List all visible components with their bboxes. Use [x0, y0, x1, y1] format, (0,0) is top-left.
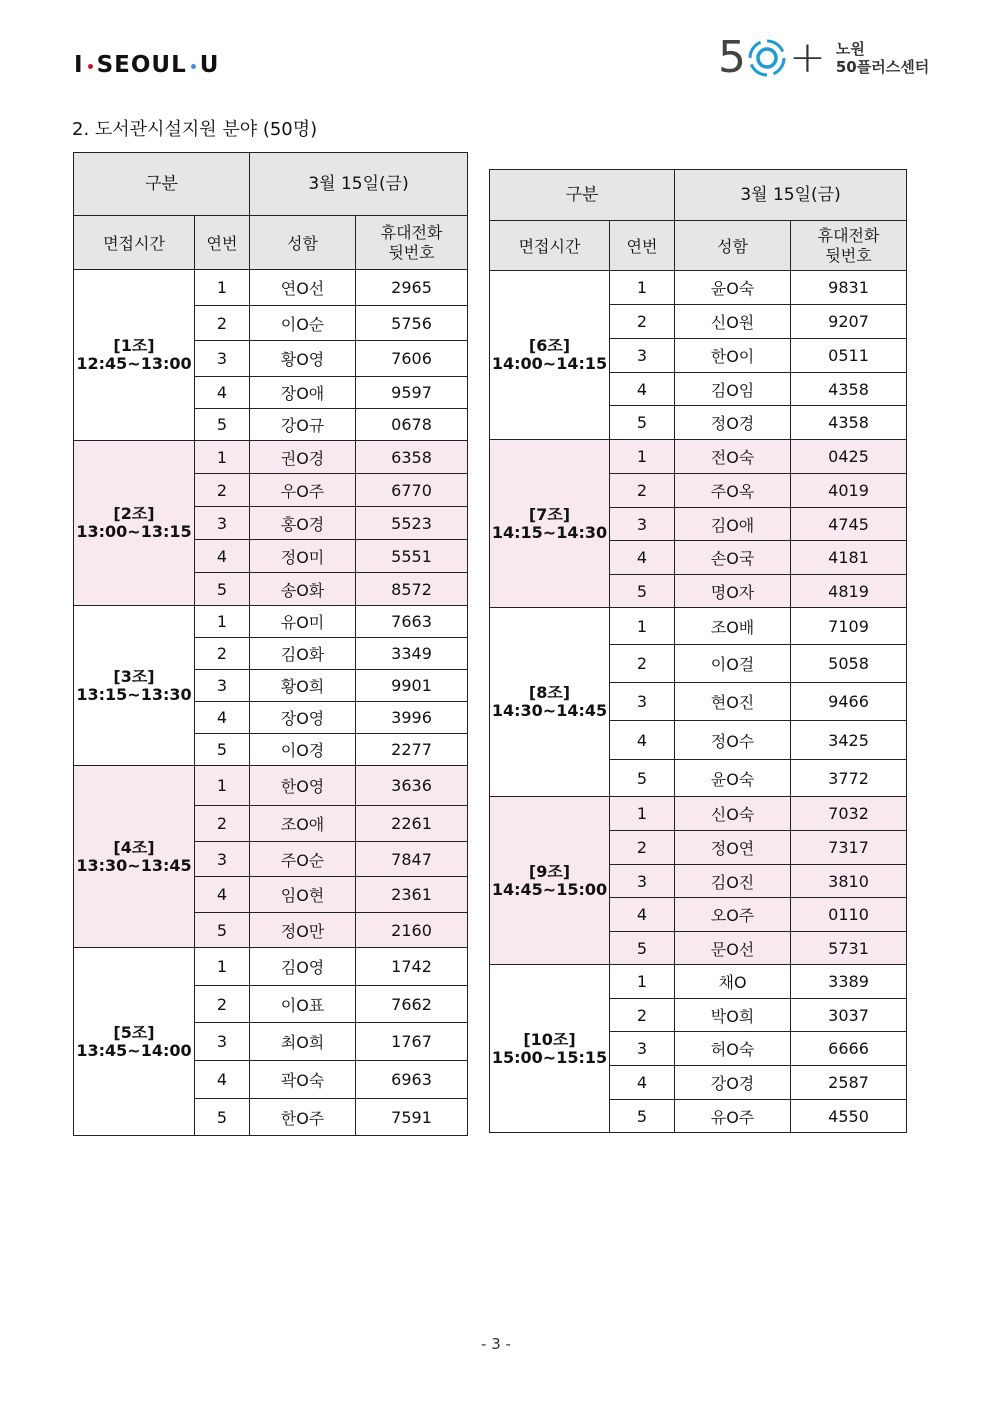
phone-last-digits: 7663: [356, 606, 468, 638]
table-row: [74, 270, 468, 306]
schedule-table-left: [73, 152, 468, 1136]
applicant-name: 박O희: [675, 999, 791, 1032]
applicant-name: 김O진: [675, 865, 791, 898]
right-table-body: [490, 271, 907, 1133]
phone-last-digits: 2160: [356, 913, 468, 948]
row-number: 4: [610, 1066, 675, 1100]
phone-last-digits: 5551: [356, 540, 468, 573]
row-number: 1: [610, 271, 675, 305]
row-number: 5: [610, 932, 675, 965]
header-phone-line1: 휴대전화: [817, 225, 880, 245]
table-row: [490, 608, 907, 645]
group-label: [8조]: [528, 683, 571, 702]
table-row: [490, 965, 907, 999]
phone-last-digits: 4550: [791, 1100, 907, 1133]
row-number: 5: [610, 575, 675, 608]
row-number: 5: [195, 913, 250, 948]
phone-last-digits: 9901: [356, 670, 468, 702]
phone-last-digits: 7109: [791, 608, 907, 645]
applicant-name: 홍O경: [250, 507, 356, 540]
row-number: 5: [195, 409, 250, 441]
row-number: 3: [195, 341, 250, 377]
schedule-table-right: [489, 169, 907, 1133]
applicant-name: 강O규: [250, 409, 356, 441]
group-label: [1조]: [113, 336, 155, 355]
applicant-name: 황O영: [250, 341, 356, 377]
group-time: 12:45~13:00: [76, 354, 192, 373]
applicant-name: 이O순: [250, 306, 356, 341]
header-phone-line2: 뒷번호: [388, 242, 435, 262]
row-number: 4: [195, 877, 250, 913]
header-date: 3월 15일(금): [250, 153, 468, 216]
row-number: 5: [195, 1099, 250, 1136]
phone-last-digits: 4181: [791, 541, 907, 575]
applicant-name: 신O숙: [675, 797, 791, 831]
header-number: 연번: [610, 221, 675, 271]
phone-last-digits: 4019: [791, 474, 907, 508]
phone-last-digits: 7591: [356, 1099, 468, 1136]
phone-last-digits: 3037: [791, 999, 907, 1032]
phone-last-digits: 7032: [791, 797, 907, 831]
target-ring-icon: [747, 38, 787, 78]
seoul-logo: [74, 52, 219, 78]
phone-last-digits: 2277: [356, 734, 468, 766]
group-time: 14:45~15:00: [491, 879, 608, 899]
group-time: 13:00~13:15: [76, 522, 192, 541]
table-row: [490, 440, 907, 474]
header-phone-line2: 뒷번호: [825, 245, 872, 265]
row-number: 4: [610, 721, 675, 760]
row-number: 2: [195, 638, 250, 670]
applicant-name: 손O국: [675, 541, 791, 575]
applicant-name: 곽O숙: [250, 1061, 356, 1099]
phone-last-digits: 8572: [356, 573, 468, 606]
row-number: 1: [195, 606, 250, 638]
group-time: 14:15~14:30: [491, 522, 608, 542]
row-number: 3: [195, 1023, 250, 1061]
phone-last-digits: 7606: [356, 341, 468, 377]
logo-dot-blue: [191, 64, 196, 69]
applicant-name: 유O미: [250, 606, 356, 638]
applicant-name: 김O화: [250, 638, 356, 670]
applicant-name: 최O희: [250, 1023, 356, 1061]
row-number: 3: [610, 339, 675, 373]
row-number: 3: [610, 683, 675, 721]
phone-last-digits: 2965: [356, 270, 468, 306]
phone-last-digits: 9466: [791, 683, 907, 721]
row-number: 1: [610, 440, 675, 474]
phone-last-digits: 3349: [356, 638, 468, 670]
phone-last-digits: 0678: [356, 409, 468, 441]
logo-line2: 50플러스센터: [835, 58, 930, 76]
group-label: [10조]: [523, 1029, 576, 1049]
applicant-name: 김O영: [250, 948, 356, 986]
applicant-name: 이O걸: [675, 645, 791, 683]
applicant-name: 임O현: [250, 877, 356, 913]
logo-dot-red: [88, 64, 93, 69]
phone-last-digits: 2361: [356, 877, 468, 913]
applicant-name: 장O영: [250, 702, 356, 734]
logo-number: 5: [718, 32, 746, 83]
applicant-name: 유O주: [675, 1100, 791, 1133]
group-label: [5조]: [113, 1022, 155, 1042]
row-number: 3: [610, 865, 675, 898]
row-number: 3: [195, 842, 250, 877]
applicant-name: 권O경: [250, 441, 356, 474]
row-number: 4: [610, 373, 675, 406]
phone-last-digits: 5731: [791, 932, 907, 965]
phone-last-digits: 0110: [791, 898, 907, 932]
row-number: 5: [195, 573, 250, 606]
logo-part-i: I: [74, 52, 84, 78]
row-number: 2: [195, 474, 250, 507]
applicant-name: 주O옥: [675, 474, 791, 508]
group-label: [9조]: [528, 861, 571, 881]
applicant-name: 윤O숙: [675, 760, 791, 797]
row-number: 5: [610, 1100, 675, 1133]
header-name: 성함: [250, 216, 356, 270]
logo-line1: 노원: [835, 40, 865, 58]
applicant-name: 명O자: [675, 575, 791, 608]
applicant-name: 조O배: [675, 608, 791, 645]
phone-last-digits: 3636: [356, 766, 468, 806]
row-number: 5: [610, 760, 675, 797]
applicant-name: 조O애: [250, 806, 356, 842]
nowon-50plus-logo: [718, 32, 930, 83]
row-number: 4: [195, 1061, 250, 1099]
applicant-name: 정O수: [675, 721, 791, 760]
group-cell: [490, 608, 610, 797]
row-number: 2: [195, 806, 250, 842]
applicant-name: 정O경: [675, 406, 791, 440]
row-number: 1: [610, 608, 675, 645]
phone-last-digits: 1767: [356, 1023, 468, 1061]
phone-last-digits: 0511: [791, 339, 907, 373]
header-time: 면접시간: [490, 221, 610, 271]
phone-last-digits: 2587: [791, 1066, 907, 1100]
group-cell: [490, 271, 610, 440]
group-cell: [490, 797, 610, 965]
phone-last-digits: 4745: [791, 508, 907, 541]
applicant-name: 한O이: [675, 339, 791, 373]
applicant-name: 황O희: [250, 670, 356, 702]
applicant-name: 이O경: [250, 734, 356, 766]
phone-last-digits: 3810: [791, 865, 907, 898]
applicant-name: 허O숙: [675, 1032, 791, 1066]
table-row: [490, 797, 907, 831]
applicant-name: 전O숙: [675, 440, 791, 474]
table-row: [74, 948, 468, 986]
phone-last-digits: 6358: [356, 441, 468, 474]
header-phone: [356, 216, 468, 270]
applicant-name: 채O: [675, 965, 791, 999]
row-number: 5: [195, 734, 250, 766]
header-name: 성함: [675, 221, 791, 271]
applicant-name: 윤O숙: [675, 271, 791, 305]
table-row: [490, 271, 907, 305]
header-phone-line1: 휴대전화: [380, 222, 443, 242]
header-time: 면접시간: [74, 216, 195, 270]
phone-last-digits: 3425: [791, 721, 907, 760]
row-number: 3: [195, 507, 250, 540]
logo-part-seoul: SEOUL: [96, 52, 187, 78]
logo-plus: +: [789, 32, 826, 83]
phone-last-digits: 4819: [791, 575, 907, 608]
row-number: 3: [610, 508, 675, 541]
row-number: 1: [195, 948, 250, 986]
section-title: 2. 도서관시설지원 분야 (50명): [72, 119, 318, 140]
row-number: 1: [610, 965, 675, 999]
phone-last-digits: 9597: [356, 377, 468, 409]
row-number: 2: [610, 474, 675, 508]
header-date: 3월 15일(금): [675, 170, 907, 221]
group-time: 13:45~14:00: [76, 1040, 192, 1060]
row-number: 4: [195, 702, 250, 734]
group-cell: [490, 440, 610, 608]
row-number: 5: [610, 406, 675, 440]
applicant-name: 신O원: [675, 305, 791, 339]
group-label: [2조]: [113, 504, 155, 523]
header-number: 연번: [195, 216, 250, 270]
phone-last-digits: 3772: [791, 760, 907, 797]
table-row: [74, 766, 468, 806]
row-number: 4: [195, 377, 250, 409]
phone-last-digits: 2261: [356, 806, 468, 842]
row-number: 4: [195, 540, 250, 573]
row-number: 4: [610, 898, 675, 932]
phone-last-digits: 6770: [356, 474, 468, 507]
applicant-name: 현O진: [675, 683, 791, 721]
row-number: 4: [610, 541, 675, 575]
header-category: 구분: [490, 170, 675, 221]
group-time: 13:30~13:45: [76, 855, 192, 875]
group-cell: [74, 948, 195, 1136]
group-time: 15:00~15:15: [491, 1047, 608, 1067]
phone-last-digits: 0425: [791, 440, 907, 474]
phone-last-digits: 9831: [791, 271, 907, 305]
page-number: - 3 -: [481, 1335, 511, 1353]
applicant-name: 주O순: [250, 842, 356, 877]
phone-last-digits: 1742: [356, 948, 468, 986]
header-category: 구분: [74, 153, 250, 216]
row-number: 2: [195, 306, 250, 341]
left-table-body: [74, 270, 468, 1136]
header-phone: [791, 221, 907, 271]
phone-last-digits: 7662: [356, 986, 468, 1023]
phone-last-digits: 4358: [791, 406, 907, 440]
applicant-name: 오O주: [675, 898, 791, 932]
group-time: 13:15~13:30: [76, 684, 192, 704]
phone-last-digits: 5058: [791, 645, 907, 683]
row-number: 2: [610, 999, 675, 1032]
phone-last-digits: 6666: [791, 1032, 907, 1066]
row-number: 1: [195, 441, 250, 474]
phone-last-digits: 3389: [791, 965, 907, 999]
row-number: 2: [610, 645, 675, 683]
group-time: 14:00~14:15: [491, 354, 608, 373]
applicant-name: 정O연: [675, 831, 791, 865]
applicant-name: 장O애: [250, 377, 356, 409]
applicant-name: 한O영: [250, 766, 356, 806]
phone-last-digits: 5523: [356, 507, 468, 540]
group-cell: [74, 270, 195, 441]
row-number: 3: [195, 670, 250, 702]
applicant-name: 강O경: [675, 1066, 791, 1100]
group-cell: [74, 441, 195, 606]
applicant-name: 정O만: [250, 913, 356, 948]
applicant-name: 김O임: [675, 373, 791, 406]
group-label: [7조]: [528, 504, 571, 524]
group-time: 14:30~14:45: [491, 701, 608, 720]
applicant-name: 이O표: [250, 986, 356, 1023]
row-number: 2: [195, 986, 250, 1023]
phone-last-digits: 7847: [356, 842, 468, 877]
row-number: 2: [610, 831, 675, 865]
row-number: 1: [195, 270, 250, 306]
group-cell: [74, 606, 195, 766]
phone-last-digits: 6963: [356, 1061, 468, 1099]
phone-last-digits: 4358: [791, 373, 907, 406]
applicant-name: 연O선: [250, 270, 356, 306]
logo-org-name: [836, 40, 929, 76]
applicant-name: 문O선: [675, 932, 791, 965]
logo-part-u: U: [199, 52, 220, 78]
group-label: [6조]: [528, 336, 571, 355]
phone-last-digits: 7317: [791, 831, 907, 865]
phone-last-digits: 3996: [356, 702, 468, 734]
row-number: 3: [610, 1032, 675, 1066]
row-number: 2: [610, 305, 675, 339]
applicant-name: 송O화: [250, 573, 356, 606]
phone-last-digits: 5756: [356, 306, 468, 341]
table-row: [74, 441, 468, 474]
applicant-name: 우O주: [250, 474, 356, 507]
row-number: 1: [195, 766, 250, 806]
table-row: [74, 606, 468, 638]
group-cell: [490, 965, 610, 1133]
applicant-name: 정O미: [250, 540, 356, 573]
group-cell: [74, 766, 195, 948]
applicant-name: 김O애: [675, 508, 791, 541]
group-label: [3조]: [113, 666, 155, 686]
phone-last-digits: 9207: [791, 305, 907, 339]
applicant-name: 한O주: [250, 1099, 356, 1136]
row-number: 1: [610, 797, 675, 831]
group-label: [4조]: [113, 837, 155, 857]
